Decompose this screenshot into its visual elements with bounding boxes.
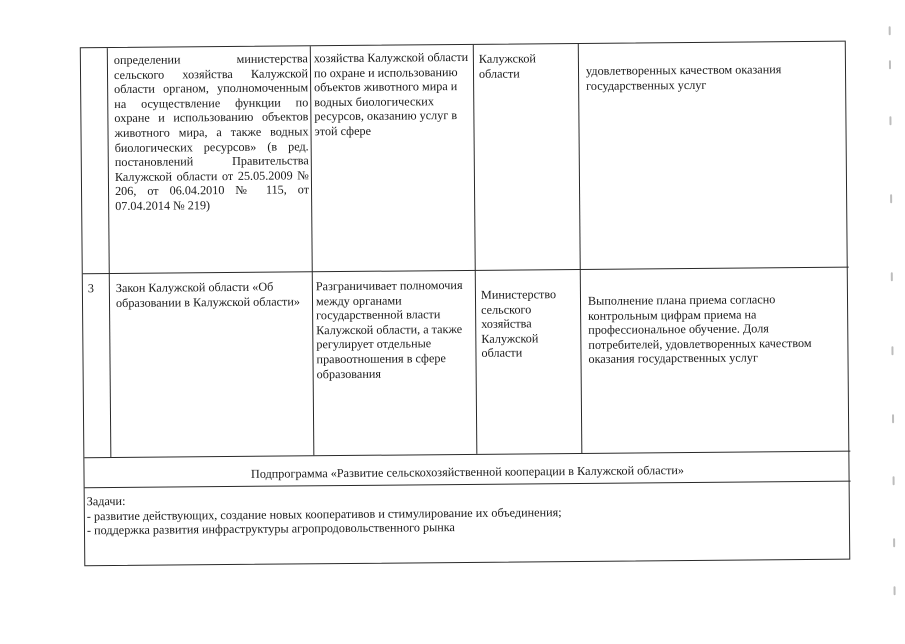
table-cell-description: хозяйства Калужской области по охране и использованию объектов животного мира и водных биологических ресурсов, оказанию услуг в этой сфере <box>313 49 469 139</box>
table-cell-law: определении министерства сельского хозяйства Калужской области органом, уполномоченным на осуществление функции по охране и использованию объектов животного мира, а также водных биологических ресурсов» (в ред. постановлений Правительства Калужской области от 25.05.2009 № 206, от 06.04.2010 № 115, от 07.04.2014 № 219) <box>113 51 310 213</box>
table-cell-number: 3 <box>87 281 95 296</box>
row-divider <box>83 267 849 275</box>
program-table <box>80 41 850 567</box>
row-divider <box>84 451 850 459</box>
binding-marks <box>889 26 900 606</box>
tasks-label: Задачи: <box>86 493 126 509</box>
column-divider <box>473 45 478 454</box>
subprogram-title: Подпрограмма «Развитие сельскохозяйственной кооперации в Калужской области» <box>250 463 685 481</box>
table-cell-executor: Министерство сельского хозяйства Калужской области <box>480 287 557 361</box>
table-cell-result: Выполнение плана приема согласно контрольным цифрам приема на профессиональное обучение. Доля потребителей, удовлетворенных качеством оказания государственных услуг <box>587 292 812 367</box>
table-cell-law: Закон Калужской области «Об образовании в Калужской области» <box>115 279 301 310</box>
table-cell-description: Разграничивает полномочия между органами государственной власти Калужской области, а также регулирует отдельные правоотношения в сфере образования <box>315 277 463 381</box>
tasks-block <box>87 490 562 538</box>
column-divider <box>107 48 112 457</box>
column-divider <box>578 44 583 453</box>
task-item: - поддержка развития инфраструктуры агропродовольственного рынка <box>86 520 455 538</box>
task-item: - развитие действующих, создание новых кооперативов и стимулирование их объединения; <box>86 504 562 523</box>
table-cell-result: удовлетворенных качеством оказания государственных услуг <box>585 62 782 93</box>
table-cell-executor: Калужской области <box>478 51 536 81</box>
